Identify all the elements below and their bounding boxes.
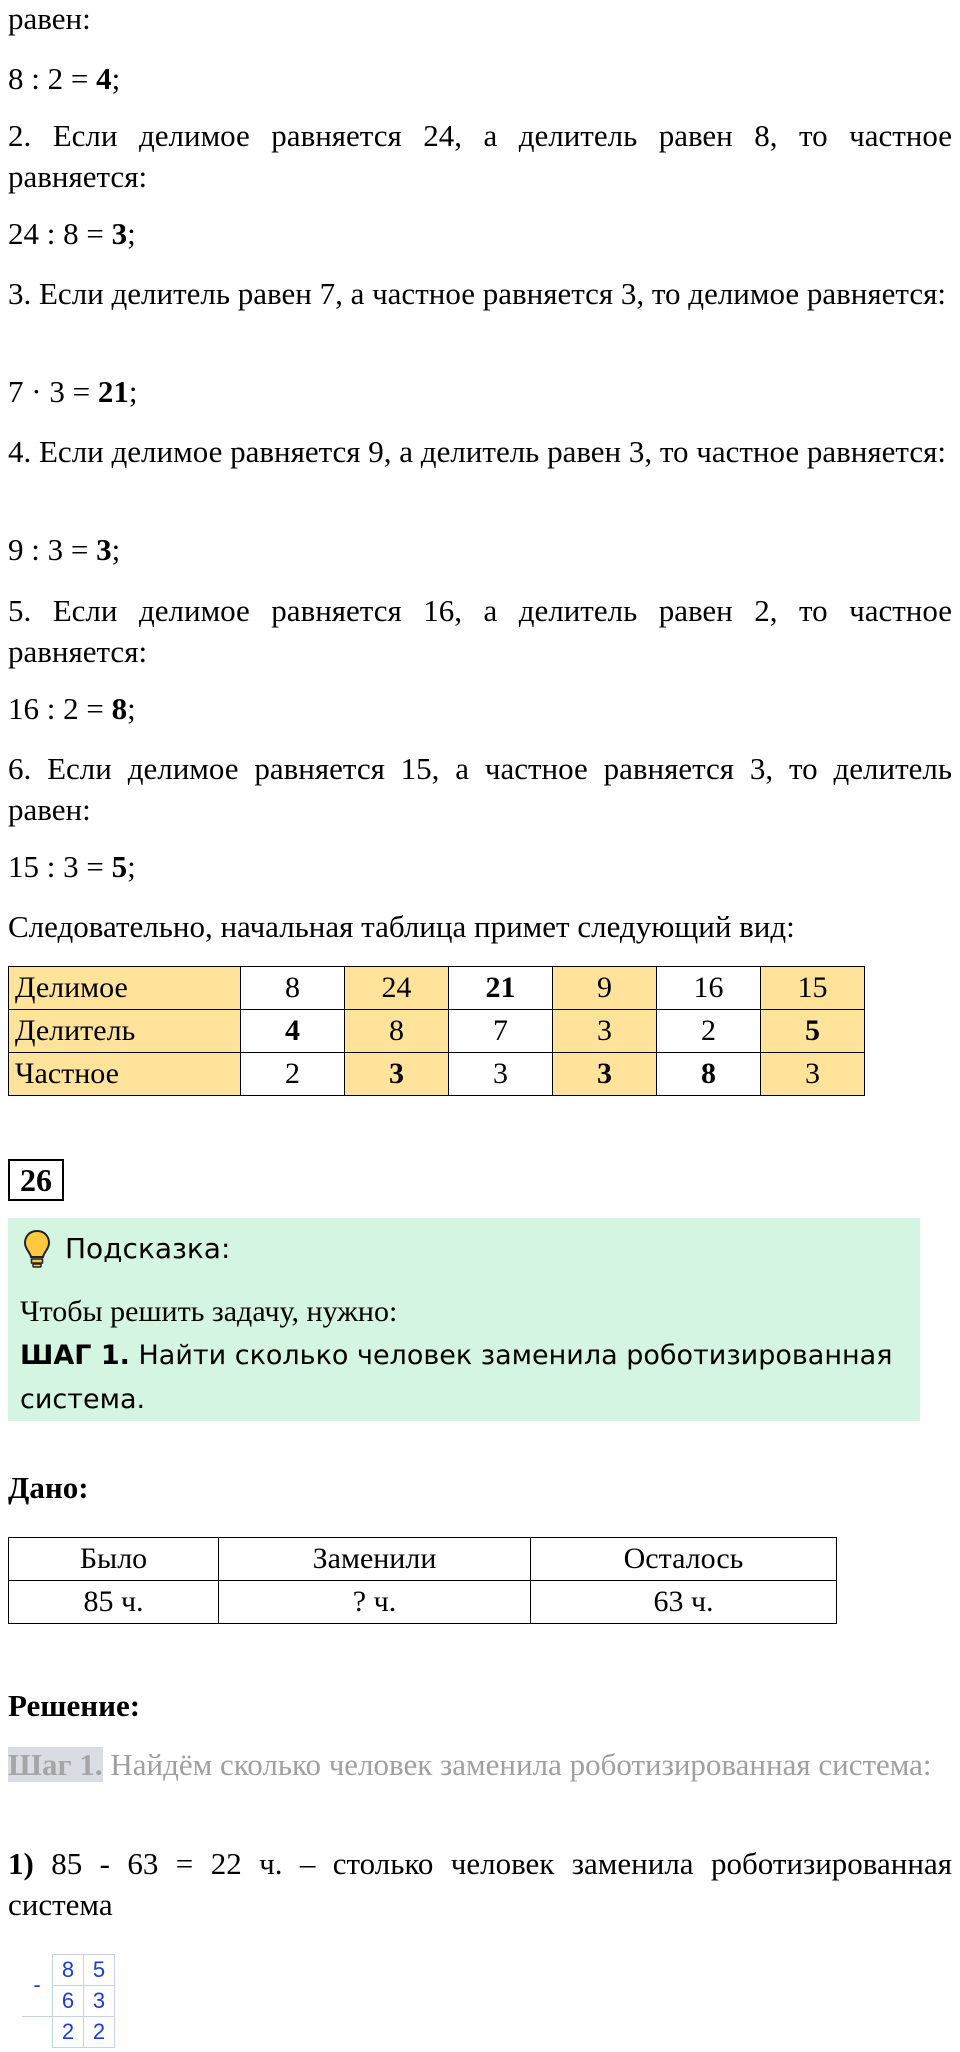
table-row [9, 1053, 865, 1096]
table-cell: 8 [241, 967, 345, 1010]
item-3: 3. Если делитель равен 7, а частное равняется 3, то делимое равняется: [8, 276, 946, 311]
calculation-5: 16 : 2 = 8; [8, 691, 136, 726]
table-cell: 85 ч. [9, 1581, 219, 1624]
calculation-4: 9 : 3 = 3; [8, 532, 121, 567]
table-cell: 7 [449, 1010, 553, 1053]
table-cell: 3 [761, 1053, 865, 1096]
hint-step-text: Найти сколько человек заменила роботизированная система. [20, 1340, 893, 1415]
solution-step [8, 1744, 952, 1785]
table-row [9, 967, 865, 1010]
answer-number: 1) [8, 1846, 34, 1881]
table-cell: 2 [241, 1053, 345, 1096]
division-table [8, 966, 865, 1096]
table-cell: 9 [553, 967, 657, 1010]
table-row [9, 1538, 837, 1581]
answer-text: 85 - 63 = 22 ч. – столько человек заменила роботизированная система [8, 1846, 952, 1922]
solution-step-text: Найдём сколько человек заменила роботизированная система: [102, 1747, 932, 1782]
digit: 8 [53, 1955, 84, 1986]
hint-intro: Чтобы решить задачу, нужно: [20, 1295, 398, 1328]
table-cell: 3 [553, 1010, 657, 1053]
hint-step [20, 1333, 915, 1421]
digit: 2 [53, 2017, 84, 2048]
row-label: Делитель [9, 1010, 241, 1053]
digit: 6 [53, 1986, 84, 2017]
hint-step-label: ШАГ 1. [20, 1340, 130, 1371]
hint-title: Подсказка: [65, 1232, 231, 1265]
hint-body [20, 1290, 915, 1421]
task-number: 26 [8, 1159, 64, 1201]
table-cell: 5 [761, 1010, 865, 1053]
table-cell: 63 ч. [531, 1581, 837, 1624]
table-row [9, 1010, 865, 1053]
table-header: Было [9, 1538, 219, 1581]
item-2: 2. Если делимое равняется 24, а делитель равен 8, то частное равняется: [8, 118, 952, 194]
column-calculation [22, 1954, 115, 2048]
table-cell: 24 [345, 967, 449, 1010]
given-heading: Дано: [8, 1470, 89, 1505]
table-cell: 8 [657, 1053, 761, 1096]
table-cell: 15 [761, 967, 865, 1010]
table-cell: 3 [553, 1053, 657, 1096]
solution-answer [8, 1843, 952, 1925]
digit: 5 [84, 1955, 115, 1986]
table-cell: 2 [657, 1010, 761, 1053]
lightbulb-icon [22, 1228, 52, 1270]
item-6: 6. Если делимое равняется 15, а частное равняется 3, то делитель равен: [8, 751, 952, 827]
table-header: Заменили [219, 1538, 531, 1581]
calculation-1: 8 : 2 = 4; [8, 61, 121, 96]
table-header: Осталось [531, 1538, 837, 1581]
table-cell: ? ч. [219, 1581, 531, 1624]
row-label: Делимое [9, 967, 241, 1010]
given-table [8, 1537, 837, 1624]
empty-cell [22, 2017, 53, 2048]
digit: 3 [84, 1986, 115, 2017]
table-cell: 16 [657, 967, 761, 1010]
hint-box [8, 1218, 920, 1421]
item-5: 5. Если делимое равняется 16, а делитель равен 2, то частное равняется: [8, 593, 952, 669]
solution-step-label: Шаг 1. [8, 1747, 103, 1782]
table-row [22, 2017, 115, 2048]
digit: 2 [84, 2017, 115, 2048]
table-cell: 4 [241, 1010, 345, 1053]
table-row [22, 1955, 115, 1986]
item-4: 4. Если делимое равняется 9, а делитель равен 3, то частное равняется: [8, 434, 946, 469]
table-cell: 3 [345, 1053, 449, 1096]
table-cell: 21 [449, 967, 553, 1010]
table-cell: 8 [345, 1010, 449, 1053]
text-fragment: равен: [8, 1, 91, 36]
calculation-3: 7 · 3 = 21; [8, 374, 138, 409]
calculation-6: 15 : 3 = 5; [8, 849, 136, 884]
calculation-2: 24 : 8 = 3; [8, 216, 136, 251]
minus-sign: - [22, 1955, 53, 2017]
solution-heading: Решение: [8, 1688, 141, 1723]
table-row [9, 1581, 837, 1624]
conclusion-text: Следовательно, начальная таблица примет следующий вид: [8, 909, 795, 944]
table-cell: 3 [449, 1053, 553, 1096]
row-label: Частное [9, 1053, 241, 1096]
